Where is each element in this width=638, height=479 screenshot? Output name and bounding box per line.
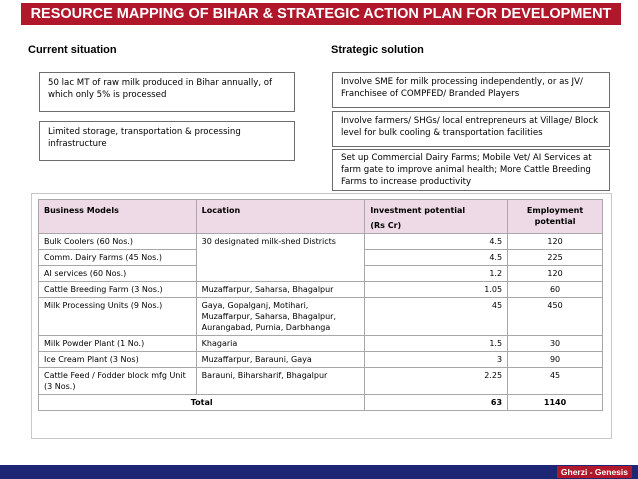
page-title: RESOURCE MAPPING OF BIHAR & STRATEGIC ACTION PLAN FOR DEVELOPMENT	[21, 3, 621, 25]
cell-location: Barauni, Biharsharif, Bhagalpur	[196, 368, 365, 395]
cell-investment: 1.05	[365, 282, 508, 298]
header-employment: Employment potential	[508, 200, 603, 234]
strategy-item-dairy-farms: Set up Commercial Dairy Farms; Mobile Vet/ AI Services at farm gate to improve animal health; More Cattle Breeding Farms to increase productivity	[332, 149, 610, 191]
cell-model: Bulk Coolers (60 Nos.)	[39, 234, 197, 250]
table-row	[39, 336, 603, 352]
strategy-item-farmers: Involve farmers/ SHGs/ local entrepreneurs at Village/ Block level for bulk cooling & transportation facilities	[332, 111, 610, 147]
table-header-row	[39, 200, 603, 234]
table-row	[39, 298, 603, 336]
cell-location: 30 designated milk-shed Districts	[196, 234, 365, 282]
cell-investment: 2.25	[365, 368, 508, 395]
table-row	[39, 368, 603, 395]
cell-location: Muzaffarpur, Saharsa, Bhagalpur	[196, 282, 365, 298]
total-employment: 1140	[508, 395, 603, 411]
strategic-solution-heading: Strategic solution	[331, 44, 424, 56]
current-item-infrastructure: Limited storage, transportation & processing infrastructure	[39, 121, 295, 161]
header-business-models: Business Models	[39, 200, 197, 234]
cell-model: Cattle Breeding Farm (3 Nos.)	[39, 282, 197, 298]
footer-bar	[0, 465, 638, 479]
cell-location: Muzaffarpur, Barauni, Gaya	[196, 352, 365, 368]
table-row	[39, 282, 603, 298]
cell-employment: 60	[508, 282, 603, 298]
footer-brand: Gherzi - Genesis	[557, 466, 632, 478]
header-investment	[365, 200, 508, 234]
cell-investment: 4.5	[365, 234, 508, 250]
cell-location: Khagaria	[196, 336, 365, 352]
cell-model: Ice Cream Plant (3 Nos)	[39, 352, 197, 368]
cell-model: Milk Processing Units (9 Nos.)	[39, 298, 197, 336]
cell-investment: 3	[365, 352, 508, 368]
table-total-row	[39, 395, 603, 411]
cell-employment: 450	[508, 298, 603, 336]
business-models-table	[38, 199, 603, 411]
table-row	[39, 352, 603, 368]
cell-employment: 30	[508, 336, 603, 352]
current-situation-heading: Current situation	[28, 44, 117, 56]
table-row	[39, 234, 603, 250]
cell-employment: 225	[508, 250, 603, 266]
cell-model: Cattle Feed / Fodder block mfg Unit (3 Nos.)	[39, 368, 197, 395]
cell-investment: 4.5	[365, 250, 508, 266]
cell-investment: 45	[365, 298, 508, 336]
header-location: Location	[196, 200, 365, 234]
cell-employment: 120	[508, 266, 603, 282]
strategy-item-sme: Involve SME for milk processing independently, or as JV/ Franchisee of COMPFED/ Branded Players	[332, 72, 610, 108]
total-investment: 63	[365, 395, 508, 411]
cell-investment: 1.5	[365, 336, 508, 352]
header-investment-unit: (Rs Cr)	[370, 221, 402, 230]
cell-employment: 90	[508, 352, 603, 368]
total-label: Total	[39, 395, 365, 411]
cell-model: AI services (60 Nos.)	[39, 266, 197, 282]
cell-location: Gaya, Gopalganj, Motihari, Muzaffarpur, Saharsa, Bhagalpur, Aurangabad, Purnia, Darbhanga	[196, 298, 365, 336]
header-investment-label: Investment potential	[370, 206, 466, 215]
cell-model: Comm. Dairy Farms (45 Nos.)	[39, 250, 197, 266]
cell-model: Milk Powder Plant (1 No.)	[39, 336, 197, 352]
cell-employment: 45	[508, 368, 603, 395]
current-item-raw-milk: 50 lac MT of raw milk produced in Bihar annually, of which only 5% is processed	[39, 72, 295, 112]
cell-employment: 120	[508, 234, 603, 250]
cell-investment: 1.2	[365, 266, 508, 282]
